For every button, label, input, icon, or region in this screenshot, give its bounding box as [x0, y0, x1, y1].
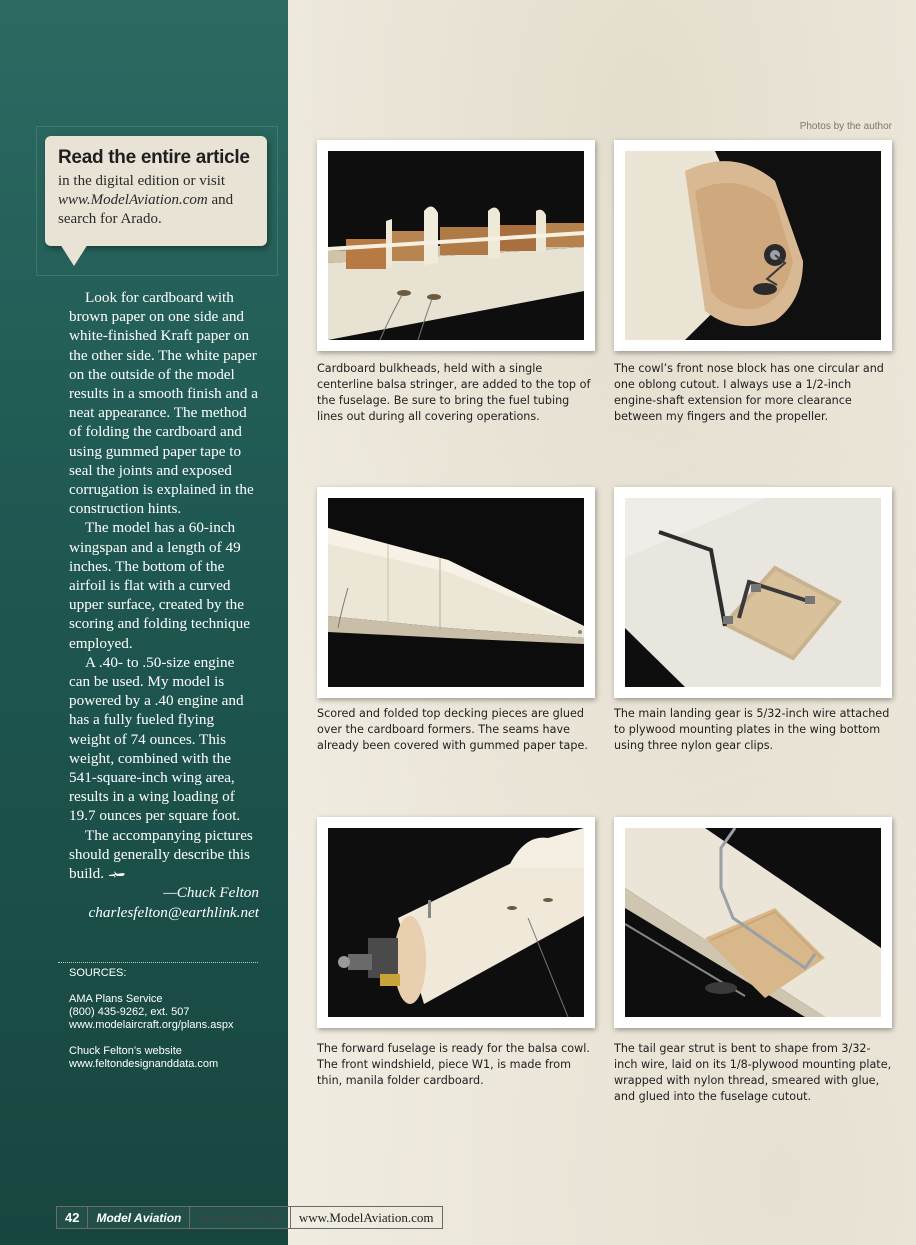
page-number: 42	[57, 1207, 88, 1228]
photo-frame	[614, 817, 892, 1028]
sources-divider	[58, 962, 258, 963]
photo-caption: The main landing gear is 5/32-inch wire attached to plywood mounting plates in the wing bottom using three nylon gear clips.	[614, 707, 890, 752]
callout-body	[58, 172, 263, 229]
sources-heading: SOURCES:	[69, 967, 127, 979]
sources-block	[69, 967, 274, 1071]
photo-credit: Photos by the author	[799, 121, 892, 132]
author-email[interactable]: charlesfelton@earthlink.net	[88, 903, 259, 921]
callout-line: and	[207, 192, 234, 208]
source-phone: (800) 435-9262, ext. 507	[69, 1006, 190, 1018]
source-name: Chuck Felton’s website	[69, 1045, 182, 1057]
photo-tail-gear-strut	[625, 828, 881, 1017]
author-signature: —Chuck Felton	[163, 884, 259, 902]
callout-title: Read the entire article	[58, 147, 250, 168]
photo-frame	[317, 487, 595, 698]
airplane-end-icon	[108, 870, 126, 879]
source-link[interactable]: www.modelaircraft.org/plans.aspx	[69, 1019, 234, 1031]
callout-site-link[interactable]: www.ModelAviation.com	[58, 192, 208, 208]
article-paragraph: Look for cardboard with brown paper on one side and white-finished Kraft paper on the other side. The white paper on the outside of the model results in a smooth finish and a neat appearance. The method of folding the cardboard and using gummed paper tape to seal the joints and exposed corrugation is explained in the construction hints.	[69, 289, 258, 518]
article-paragraph: The model has a 60-inch wingspan and a length of 49 inches. The bottom of the airfoil is flat with a curved upper surface, created by the scoring and folding technique employed.	[69, 519, 250, 652]
page-footer	[56, 1206, 443, 1229]
photo-frame	[317, 140, 595, 351]
photo-frame	[614, 487, 892, 698]
callout-line: in the digital edition or visit	[58, 173, 226, 189]
photo-main-landing-gear	[625, 498, 881, 687]
photo-caption: The forward fuselage is ready for the balsa cowl. The front windshield, piece W1, is made from thin, manila folder cardboard.	[317, 1042, 590, 1087]
callout-line: search for Arado.	[58, 211, 162, 227]
article-paragraph: A .40- to .50-size engine can be used. My model is powered by a .40 engine and has a fully fueled flying weight of 74 ounces. This weight, combined with the 541-square-inch wing area, results in a wing loading of 19.7 ounces per square foot.	[69, 653, 244, 825]
article-text	[69, 288, 259, 922]
photo-forward-fuselage	[328, 828, 584, 1017]
callout-pointer	[60, 244, 88, 266]
photo-frame	[614, 140, 892, 351]
photo-caption: Scored and folded top decking pieces are glued over the cardboard formers. The seams have already been covered with gummed paper tape.	[317, 707, 588, 752]
photo-cowl-nose-block	[625, 151, 881, 340]
photo-fuselage-bulkheads	[328, 151, 584, 340]
photo-frame	[317, 817, 595, 1028]
footer-url[interactable]: www.ModelAviation.com	[298, 1209, 434, 1225]
photo-caption: The tail gear strut is bent to shape from 3/32-inch wire, laid on its 1/8-plywood mounting plate, wrapped with nylon thread, smeared with glue, and glued into the fuselage cutout.	[614, 1042, 892, 1103]
photo-caption: The cowl’s front nose block has one circular and one oblong cutout. I always use a 1/2-inch engine-shaft extension for more clearance between my fingers and the propeller.	[614, 362, 884, 423]
article-paragraph	[69, 826, 259, 884]
magazine-name: Model Aviation	[88, 1207, 190, 1228]
source-name: AMA Plans Service	[69, 993, 163, 1005]
source-link[interactable]: www.feltondesignanddata.com	[69, 1058, 219, 1070]
photo-caption: Cardboard bulkheads, held with a single centerline balsa stringer, are added to the top of the fuselage. Be sure to bring the fuel tubing lines out during all covering operations.	[317, 362, 591, 423]
photo-top-decking	[328, 498, 584, 687]
article-paragraph-text: The accompanying pictures should generally describe this build.	[69, 826, 253, 883]
issue-date: September 2014	[190, 1207, 290, 1228]
